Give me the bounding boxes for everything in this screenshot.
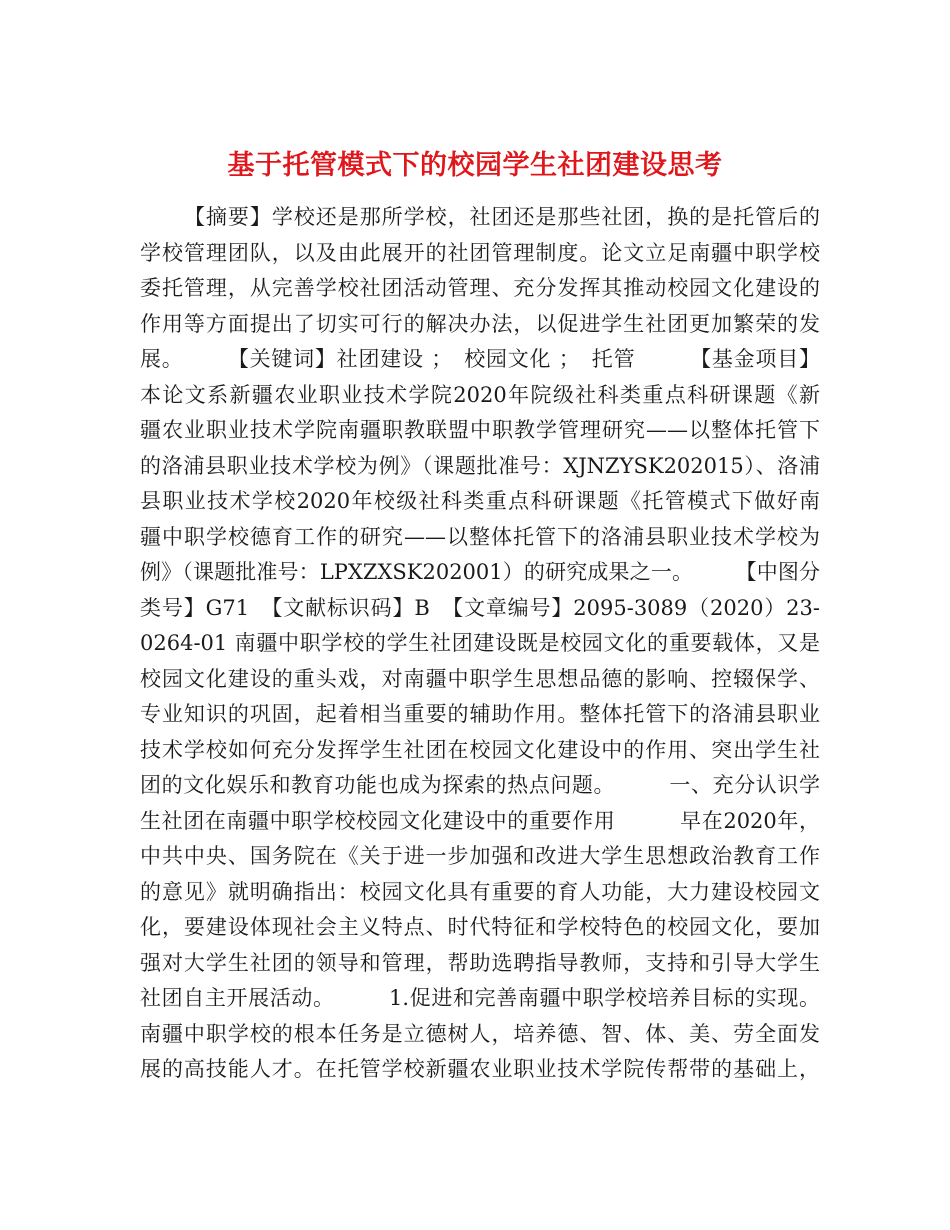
document-body — [140, 200, 820, 1088]
body-line: 化，要建设体现社会主义特点、时代特征和学校特色的校园文化，要加 — [140, 915, 820, 939]
body-line: 展的高技能人才。在托管学校新疆农业职业技术学院传帮带的基础上， — [140, 1057, 820, 1081]
body-line: 学校管理团队，以及由此展开的社团管理制度。论文立足南疆中职学校 — [140, 240, 820, 265]
body-line: 专业知识的巩固，起着相当重要的辅助作用。整体托管下的洛浦县职业 — [140, 702, 820, 726]
body-line: 强对大学生社团的领导和管理，帮助选聘指导教师，支持和引导大学生 — [140, 950, 820, 975]
body-line: 生社团在南疆中职学校校园文化建设中的重要作用 早在2020年， — [140, 808, 820, 833]
body-line: 校园文化建设的重头戏，对南疆中职学生思想品德的影响、控辍保学、 — [140, 666, 820, 691]
body-line: 技术学校如何充分发挥学生社团在校园文化建设中的作用、突出学生社 — [140, 737, 820, 762]
body-line: 【摘要】学校还是那所学校，社团还是那些社团，换的是托管后的 — [184, 205, 820, 229]
body-line: 0264-01 南疆中职学校的学生社团建设既是校园文化的重要载体，又是 — [140, 631, 820, 655]
body-line: 展。 【关键词】社团建设 ； 校园文化 ； 托管 【基金项目】 — [140, 347, 820, 371]
body-line: 南疆中职学校的根本任务是立德树人，培养德、智、体、美、劳全面发 — [140, 1021, 820, 1046]
document-title: 基于托管模式下的校园学生社团建设思考 — [227, 150, 723, 182]
body-line: 社团自主开展活动。 1.促进和完善南疆中职学校培养目标的实现。 — [140, 986, 820, 1010]
body-line: 疆农业职业技术学院南疆职教联盟中职教学管理研究——以整体托管下 — [140, 418, 820, 442]
body-line: 的洛浦县职业技术学校为例》（课题批准号：XJNZYSK202015）、洛浦 — [140, 453, 820, 478]
body-line: 疆中职学校德育工作的研究——以整体托管下的洛浦县职业技术学校为 — [140, 524, 820, 549]
body-line: 类号】G71 【文献标识码】B 【文章编号】2095-3089（2020）23- — [140, 595, 820, 620]
body-line: 例》（课题批准号：LPXZXSK202001）的研究成果之一。 【中图分 — [140, 560, 820, 584]
body-line: 委托管理，从完善学校社团活动管理、充分发挥其推动校园文化建设的 — [140, 276, 820, 300]
body-line: 本论文系新疆农业职业技术学院2020年院级社科类重点科研课题《新 — [140, 382, 820, 407]
body-line: 的意见》就明确指出：校园文化具有重要的育人功能，大力建设校园文 — [140, 879, 820, 904]
body-line: 作用等方面提出了切实可行的解决办法，以促进学生社团更加繁荣的发 — [140, 311, 820, 336]
body-line: 县职业技术学校2020年校级社科类重点科研课题《托管模式下做好南 — [140, 489, 820, 513]
body-line: 团的文化娱乐和教育功能也成为探索的热点问题。 一、充分认识学 — [140, 773, 820, 797]
body-line: 中共中央、国务院在《关于进一步加强和改进大学生思想政治教育工作 — [140, 844, 820, 868]
